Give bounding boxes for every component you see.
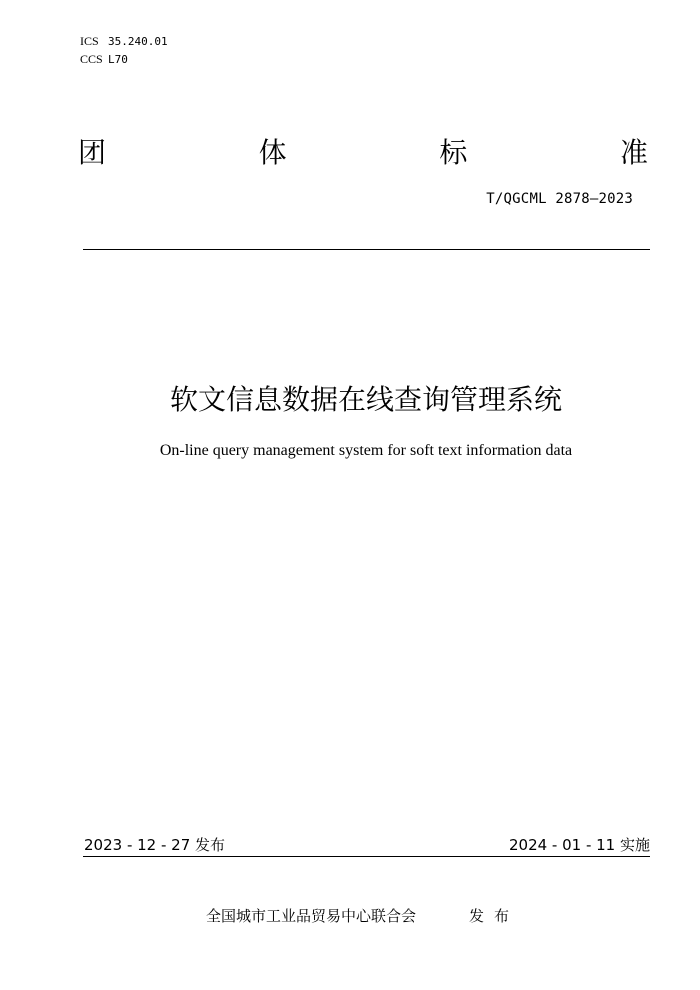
ccs-value: L70 (108, 53, 128, 66)
issue-action: 发布 (469, 907, 520, 925)
standard-type-char: 标 (439, 136, 468, 169)
document-title-en: On-line query management system for soft text information data (159, 442, 573, 459)
top-divider (83, 249, 650, 250)
ics-value: 35.240.01 (108, 35, 168, 48)
ics-line (80, 33, 168, 50)
standard-type-char: 体 (258, 136, 287, 169)
ics-label: ICS (80, 34, 99, 48)
standard-type-char: 准 (619, 136, 648, 169)
standard-type-char: 团 (78, 136, 107, 169)
implement-date: 2024 - 01 - 11 实施 (508, 836, 650, 854)
bottom-divider (83, 856, 650, 857)
standard-type-heading (78, 133, 648, 173)
publish-date: 2023 - 12 - 27 发布 (84, 836, 226, 854)
ccs-line (80, 51, 128, 68)
ccs-label: CCS (80, 52, 103, 66)
document-title-zh: 软文信息数据在线查询管理系统 (169, 383, 562, 416)
standard-code: T/QGCML 2878—2023 (486, 191, 633, 207)
issuing-organization: 全国城市工业品贸易中心联合会 (206, 907, 417, 925)
